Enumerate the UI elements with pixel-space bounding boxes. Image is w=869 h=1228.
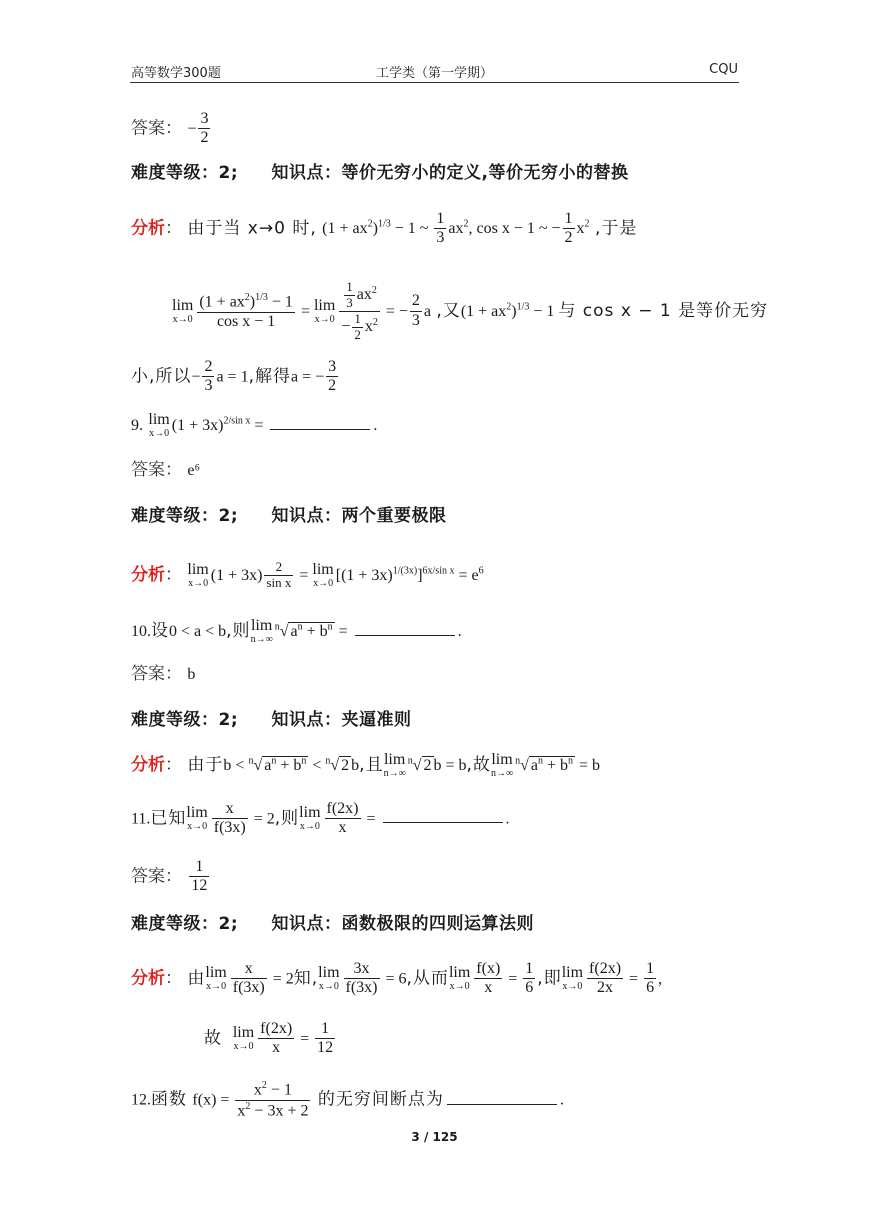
q9-analysis-line: 分析： lim x→0 (1 + 3x) $\frac{2}{\text{sin x}}$ = lim x→0 $[(1 + 3x)^{1/(3x)}]^{6x/sin x} = e^6$ <box>131 559 484 590</box>
knowledge-label: 知识点： <box>271 163 342 183</box>
header-left: 高等数学300题 <box>131 66 221 81</box>
q10-answer-line: 答案： b <box>131 664 196 684</box>
answer-blank <box>270 429 370 430</box>
q8-analysis-line1: 分析： 由于当 x→0 时, $(1 + ax^2)^{1/3} - 1$ ~ $\frac{1}{3}$ $ax^2$, cos x − 1 ~ − $\frac{1}{2}$ $x^2$ ,于是 <box>131 210 638 247</box>
q10-question: 10.设0 < a < b,则 lim n→∞ $^n$√ $a^n + b^n$ = . <box>131 617 462 645</box>
q9-question: 9. lim x→0 $(1 + 3x)^{2/sin x}$ = . <box>131 411 378 439</box>
q12-question: 12.函数 f(x) = $\frac{x^2 - 1}{x^2 - 3x + 2}$ 的无穷间断点为 . <box>131 1080 564 1120</box>
page-number: 3 / 125 <box>411 1130 458 1144</box>
answer-fraction: $\frac{1}{12}$ <box>191 858 208 895</box>
q9-answer-line: 答案： e⁶ <box>131 460 201 480</box>
answer-fraction: $\frac{3}{2}$ <box>200 110 209 147</box>
q8-analysis-line2: lim x→0 $\frac{(1 + ax^2)^{1/3} - 1}{\text{cos x − 1}}$ = lim x→0 $\frac{1}{3}$ $ax^2$ − $\frac{1}{2}$ $x^2$ = − $\frac{2}{3}$ a ,又$(1 + ax^2)^{1/3} - 1$ 与 cos x − 1 是等价无穷 <box>172 279 769 342</box>
answer-value: b <box>187 666 196 683</box>
header-center: 工学类（第一学期） <box>375 66 493 81</box>
answer-value: e⁶ <box>187 462 201 479</box>
q8-answer-line: 答案： − $\frac{3}{2}$ <box>131 110 209 147</box>
answer-blank <box>355 635 455 636</box>
answer-blank <box>383 822 503 823</box>
q11-analysis-line1: 分析： 由 lim x→0 $\frac{x}{f(3x)}$ = 2知, lim x→0 $\frac{3x}{f(3x)}$ = 6,从而 lim x→0 $\frac{f(x)}{x}$ = $\frac{1}{6}$ ,即 lim x→0 $\frac{f(2x)}{2x}$ = $\frac{1}{6}$ , <box>131 960 663 997</box>
q9-difficulty-line: 难度等级：2; 知识点：两个重要极限 <box>131 506 447 526</box>
answer-blank <box>447 1104 557 1105</box>
header-rule <box>130 82 739 83</box>
q10-difficulty-line: 难度等级：2; 知识点：夹逼准则 <box>131 710 412 730</box>
q11-analysis-line2: 故 lim x→0 $\frac{f(2x)}{x}$ = $\frac{1}{12}$ <box>204 1020 334 1057</box>
header-right: CQU <box>709 62 738 77</box>
knowledge-value: 等价无穷小的定义,等价无穷小的替换 <box>341 163 629 183</box>
q8-difficulty-line <box>131 165 629 182</box>
q11-difficulty-line: 难度等级：2; 知识点：函数极限的四则运算法则 <box>131 914 535 934</box>
q11-question: 11.已知 lim x→0 $\frac{x}{f(3x)}$ = 2,则 lim x→0 $\frac{f(2x)}{x}$ = . <box>131 800 510 837</box>
analysis-text: 由于当 x→0 时, <box>187 218 317 239</box>
q8-analysis-line3: 小,所以− $\frac{2}{3}$ a = 1,解得a = − $\frac{3}{2}$ <box>131 358 337 395</box>
analysis-label: 分析 <box>131 218 165 239</box>
q11-answer-line: 答案： $\frac{1}{12}$ <box>131 858 208 895</box>
difficulty-label: 难度等级：2; <box>131 163 239 183</box>
question-number: 9. <box>131 417 143 434</box>
answer-label: 答案： <box>131 118 182 139</box>
q10-analysis-line: 分析： 由于b < $^n$√ $a^n + b^n < ^n√$ 2 b,且 lim n→∞ $^n$√ 2 b = b,故 lim n→∞ $^n$√ $a^n + b^n = b$ <box>131 751 601 779</box>
